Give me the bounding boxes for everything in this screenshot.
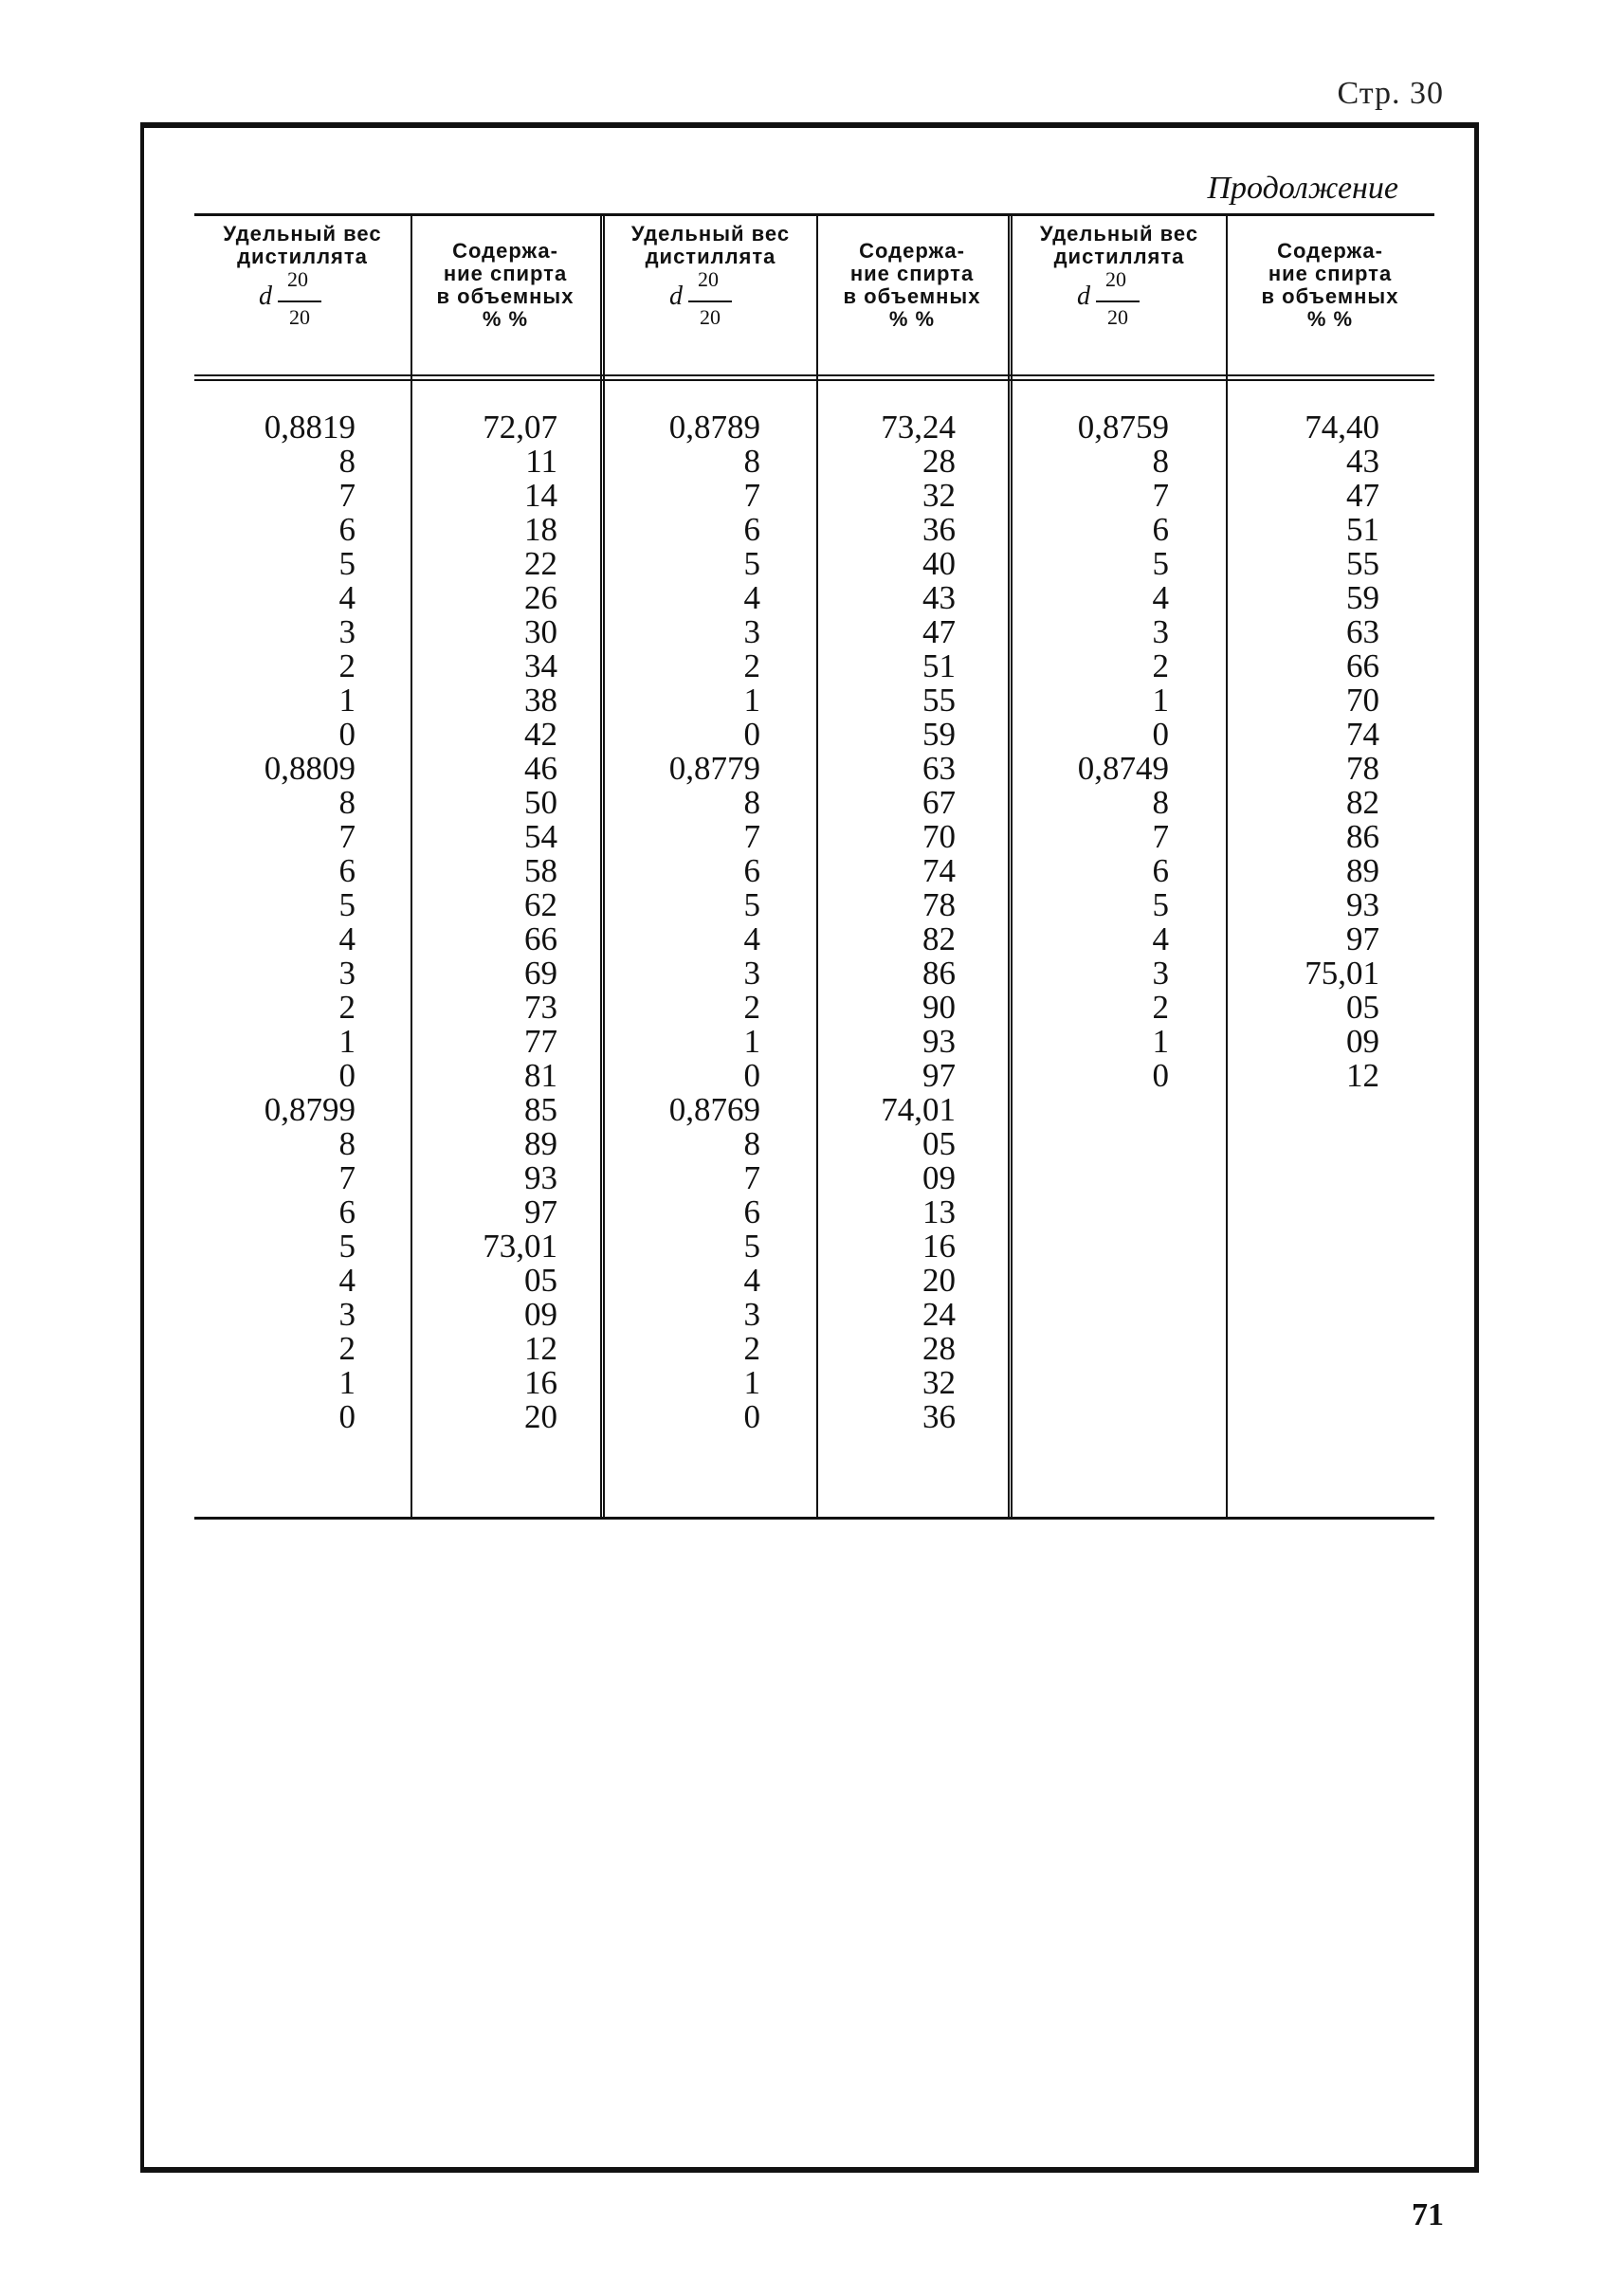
content-value: 13 [922, 1193, 956, 1230]
content-header-line: ние спирта [1268, 262, 1393, 285]
density-header-line: Удельный вес [223, 222, 382, 246]
density-value: 1 [743, 682, 760, 719]
content-header [1226, 240, 1434, 387]
content-value: 16 [524, 1364, 557, 1401]
content-value: 46 [524, 750, 557, 787]
column-divider [816, 216, 818, 1517]
density-value: 2 [1152, 989, 1169, 1026]
density-column [669, 410, 760, 1434]
content-value: 09 [524, 1296, 557, 1333]
content-header-line: % % [888, 307, 936, 331]
content-value: 43 [922, 579, 956, 616]
density-value: 8 [338, 443, 356, 480]
content-value: 40 [922, 545, 956, 582]
content-column [1305, 410, 1379, 1093]
content-value: 63 [1346, 613, 1379, 650]
formula-top: 20 [698, 267, 719, 291]
density-value: 8 [1152, 443, 1169, 480]
content-value: 66 [524, 920, 557, 957]
content-value: 24 [922, 1296, 956, 1333]
density-value: 7 [743, 1159, 760, 1196]
formula-top: 20 [287, 267, 308, 291]
content-header [816, 240, 1008, 387]
content-value: 28 [922, 1330, 956, 1367]
density-value: 2 [743, 989, 760, 1026]
formula-bottom: 20 [700, 305, 721, 329]
content-value: 73,24 [881, 409, 956, 446]
content-value: 82 [1346, 784, 1379, 821]
content-header-line: Содержа- [452, 239, 558, 263]
content-value: 69 [524, 955, 557, 992]
density-value: 0,8769 [668, 1091, 760, 1128]
density-value: 2 [338, 989, 356, 1026]
density-value: 3 [1152, 955, 1169, 992]
density-value: 3 [338, 955, 356, 992]
content-value: 05 [1346, 989, 1379, 1026]
density-value: 0 [338, 1398, 356, 1435]
content-value: 85 [524, 1091, 557, 1128]
content-value: 97 [922, 1057, 956, 1094]
density-value: 6 [743, 1193, 760, 1230]
content-value: 26 [524, 579, 557, 616]
density-header-line: дистиллята [237, 245, 368, 268]
density-value: 3 [338, 1296, 356, 1333]
content-value: 05 [524, 1262, 557, 1299]
content-value: 70 [922, 818, 956, 855]
density-header-line: дистиллята [1053, 245, 1185, 268]
density-value: 3 [743, 1296, 760, 1333]
density-column [1078, 410, 1169, 1093]
density-value: 6 [743, 511, 760, 548]
page-reference: Стр. 30 [1337, 76, 1444, 111]
density-header-line: Удельный вес [1039, 222, 1199, 246]
density-formula [194, 267, 411, 342]
density-header-line: Удельный вес [630, 222, 791, 246]
density-value: 4 [338, 1262, 356, 1299]
content-header-line: ние спирта [849, 262, 975, 285]
content-value: 67 [922, 784, 956, 821]
density-table [194, 213, 1434, 1520]
formula-fraction-bar [1096, 301, 1140, 302]
density-value: 2 [743, 647, 760, 684]
content-value: 93 [1346, 886, 1379, 923]
content-value: 42 [524, 716, 557, 753]
content-value: 78 [1346, 750, 1379, 787]
content-value: 51 [922, 647, 956, 684]
content-value: 09 [922, 1159, 956, 1196]
density-value: 0 [338, 716, 356, 753]
content-value: 74,01 [881, 1091, 956, 1128]
density-header-line: дистиллята [645, 245, 776, 268]
density-value: 0 [743, 1398, 760, 1435]
content-header [411, 240, 600, 387]
density-value: 5 [338, 545, 356, 582]
content-value: 59 [922, 716, 956, 753]
density-value: 1 [338, 1023, 356, 1060]
density-value: 0 [743, 1057, 760, 1094]
content-value: 90 [922, 989, 956, 1026]
content-value: 62 [524, 886, 557, 923]
content-value: 05 [922, 1125, 956, 1162]
content-value: 09 [1346, 1023, 1379, 1060]
density-value: 5 [1152, 886, 1169, 923]
content-value: 12 [1346, 1057, 1379, 1094]
content-value: 50 [524, 784, 557, 821]
content-value: 18 [524, 511, 557, 548]
content-value: 75,01 [1305, 955, 1379, 992]
formula-bottom: 20 [289, 305, 310, 329]
content-header-line: в объемных [843, 284, 981, 308]
density-value: 1 [1152, 1023, 1169, 1060]
content-value: 47 [1346, 477, 1379, 514]
density-value: 7 [743, 818, 760, 855]
content-value: 74 [922, 852, 956, 889]
density-value: 0,8759 [1077, 409, 1169, 446]
density-value: 4 [1152, 579, 1169, 616]
density-value: 4 [338, 579, 356, 616]
content-value: 51 [1346, 511, 1379, 548]
density-value: 2 [338, 1330, 356, 1367]
density-value: 5 [338, 1228, 356, 1265]
content-value: 47 [922, 613, 956, 650]
density-column [265, 410, 356, 1434]
density-value: 3 [1152, 613, 1169, 650]
content-value: 66 [1346, 647, 1379, 684]
density-value: 3 [743, 613, 760, 650]
density-value: 6 [338, 852, 356, 889]
content-header-line: Содержа- [1277, 239, 1383, 263]
content-value: 32 [922, 477, 956, 514]
content-value: 73 [524, 989, 557, 1026]
density-value: 6 [1152, 852, 1169, 889]
density-value: 6 [743, 852, 760, 889]
density-value: 4 [338, 920, 356, 957]
content-value: 30 [524, 613, 557, 650]
column-divider [411, 216, 412, 1517]
density-value: 8 [743, 443, 760, 480]
content-value: 32 [922, 1364, 956, 1401]
density-value: 5 [338, 886, 356, 923]
content-value: 36 [922, 511, 956, 548]
content-value: 58 [524, 852, 557, 889]
content-value: 70 [1346, 682, 1379, 719]
density-value: 2 [1152, 647, 1169, 684]
content-value: 20 [524, 1398, 557, 1435]
density-value: 1 [338, 682, 356, 719]
density-value: 0,8799 [264, 1091, 356, 1128]
density-value: 0 [1152, 1057, 1169, 1094]
density-value: 5 [1152, 545, 1169, 582]
content-value: 22 [524, 545, 557, 582]
density-value: 0,8779 [668, 750, 760, 787]
density-value: 0,8809 [264, 750, 356, 787]
formula-top: 20 [1105, 267, 1126, 291]
density-formula [605, 267, 816, 342]
continuation-label: Продолжение [1207, 171, 1398, 206]
content-value: 89 [1346, 852, 1379, 889]
content-value: 74 [1346, 716, 1379, 753]
group-divider [600, 216, 605, 1517]
density-value: 0,8819 [264, 409, 356, 446]
content-value: 82 [922, 920, 956, 957]
content-value: 14 [524, 477, 557, 514]
density-value: 5 [743, 1228, 760, 1265]
content-column [881, 410, 956, 1434]
density-value: 6 [338, 1193, 356, 1230]
content-value: 28 [922, 443, 956, 480]
density-value: 7 [743, 477, 760, 514]
density-value: 0,8789 [668, 409, 760, 446]
content-value: 20 [922, 1262, 956, 1299]
content-value: 74,40 [1305, 409, 1379, 446]
density-value: 0 [1152, 716, 1169, 753]
content-value: 11 [525, 443, 557, 480]
density-value: 4 [743, 579, 760, 616]
content-value: 54 [524, 818, 557, 855]
page-number: 71 [1412, 2197, 1444, 2232]
content-value: 81 [524, 1057, 557, 1094]
content-value: 59 [1346, 579, 1379, 616]
density-value: 7 [338, 818, 356, 855]
content-column [483, 410, 557, 1434]
density-value: 8 [338, 1125, 356, 1162]
formula-symbol: d [669, 282, 683, 311]
density-value: 1 [743, 1023, 760, 1060]
density-value: 0 [743, 716, 760, 753]
formula-bottom: 20 [1107, 305, 1128, 329]
density-value: 1 [338, 1364, 356, 1401]
content-value: 12 [524, 1330, 557, 1367]
content-value: 77 [524, 1023, 557, 1060]
content-value: 93 [524, 1159, 557, 1196]
density-value: 6 [1152, 511, 1169, 548]
content-value: 43 [1346, 443, 1379, 480]
content-header-line: % % [1306, 307, 1354, 331]
density-value: 2 [743, 1330, 760, 1367]
formula-symbol: d [259, 282, 272, 311]
formula-fraction-bar [688, 301, 732, 302]
content-value: 72,07 [483, 409, 557, 446]
density-value: 8 [743, 784, 760, 821]
content-value: 89 [524, 1125, 557, 1162]
content-header-line: Содержа- [859, 239, 965, 263]
content-header-line: в объемных [436, 284, 575, 308]
content-header-line: ние спирта [443, 262, 568, 285]
density-value: 2 [338, 647, 356, 684]
density-header [605, 223, 816, 370]
density-value: 3 [338, 613, 356, 650]
content-header-line: в объемных [1261, 284, 1399, 308]
density-value: 5 [743, 886, 760, 923]
group-divider [1008, 216, 1013, 1517]
density-header [194, 223, 411, 370]
density-value: 4 [1152, 920, 1169, 957]
content-value: 97 [524, 1193, 557, 1230]
density-value: 1 [1152, 682, 1169, 719]
formula-symbol: d [1077, 282, 1090, 311]
content-value: 97 [1346, 920, 1379, 957]
density-value: 3 [743, 955, 760, 992]
column-divider [1226, 216, 1228, 1517]
content-value: 86 [922, 955, 956, 992]
content-value: 38 [524, 682, 557, 719]
density-value: 0 [338, 1057, 356, 1094]
content-value: 73,01 [483, 1228, 557, 1265]
density-value: 5 [743, 545, 760, 582]
density-header [1013, 223, 1226, 370]
density-formula [1013, 267, 1226, 342]
density-value: 1 [743, 1364, 760, 1401]
content-value: 55 [1346, 545, 1379, 582]
content-value: 93 [922, 1023, 956, 1060]
content-value: 16 [922, 1228, 956, 1265]
content-value: 55 [922, 682, 956, 719]
content-value: 63 [922, 750, 956, 787]
density-value: 7 [338, 1159, 356, 1196]
content-value: 34 [524, 647, 557, 684]
density-value: 0,8749 [1077, 750, 1169, 787]
density-value: 8 [338, 784, 356, 821]
content-header-line: % % [482, 307, 529, 331]
content-value: 86 [1346, 818, 1379, 855]
content-value: 36 [922, 1398, 956, 1435]
density-value: 4 [743, 1262, 760, 1299]
content-value: 78 [922, 886, 956, 923]
formula-fraction-bar [278, 301, 321, 302]
density-value: 7 [1152, 818, 1169, 855]
density-value: 7 [338, 477, 356, 514]
density-value: 8 [743, 1125, 760, 1162]
density-value: 7 [1152, 477, 1169, 514]
density-value: 6 [338, 511, 356, 548]
density-value: 8 [1152, 784, 1169, 821]
density-value: 4 [743, 920, 760, 957]
